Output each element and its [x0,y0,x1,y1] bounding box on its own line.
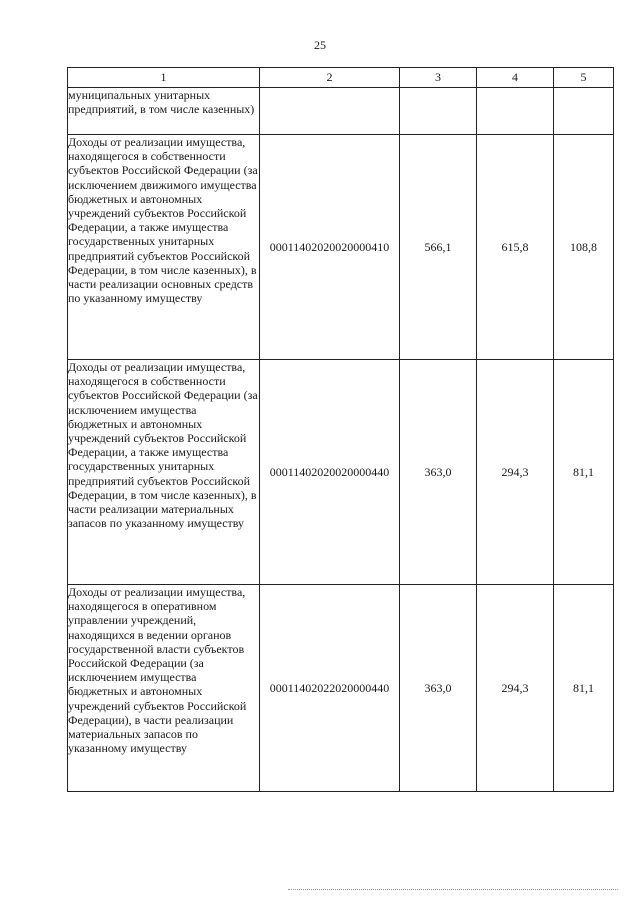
value-cell-col5: 81,1 [554,585,614,792]
value-cell-col5: 108,8 [554,135,614,360]
table-row [68,360,614,585]
value-cell-col5: 81,1 [554,360,614,585]
scan-divider [288,889,618,890]
budget-code-cell [260,88,400,135]
table-row [68,135,614,360]
column-header: 3 [400,68,477,88]
revenue-table [67,67,614,792]
revenue-name-cell: Доходы от реализации имущества, находящегося в оперативном управлении учреждений, находящихся в ведении органов государственной власти субъектов Российской Федерации (за исключением имущества бюджетных и автономных учреждений субъектов Российской Федерации), в части реализации материальных запасов по указанному имуществу [68,585,260,792]
column-header: 5 [554,68,614,88]
value-cell-col3 [400,88,477,135]
revenue-name-cell: Доходы от реализации имущества, находящегося в собственности субъектов Российской Федерации (за исключением движимого имущества бюджетных и автономных учреждений субъектов Российской Федерации, а также имущества государственных унитарных предприятий субъектов Российской Федерации, в том числе казенных), в части реализации основных средств по указанному имуществу [68,135,260,360]
value-cell-col3: 566,1 [400,135,477,360]
revenue-name-cell: муниципальных унитарных предприятий, в том числе казенных) [68,88,260,135]
budget-code-cell: 00011402020020000410 [260,135,400,360]
column-header: 4 [477,68,554,88]
value-cell-col4: 294,3 [477,360,554,585]
page-number: 25 [314,38,326,52]
value-cell-col4 [477,88,554,135]
value-cell-col5 [554,88,614,135]
table-row [68,585,614,792]
value-cell-col4: 615,8 [477,135,554,360]
budget-code-cell: 00011402020020000440 [260,360,400,585]
budget-code-cell: 00011402022020000440 [260,585,400,792]
revenue-name-cell: Доходы от реализации имущества, находящегося в собственности субъектов Российской Федерации (за исключением имущества бюджетных и автономных учреждений субъектов Российской Федерации, а также имущества государственных унитарных предприятий субъектов Российской Федерации, в том числе казенных), в части реализации материальных запасов по указанному имуществу [68,360,260,585]
column-header: 2 [260,68,400,88]
table-row [68,88,614,135]
column-header: 1 [68,68,260,88]
table-header-row [68,68,614,88]
value-cell-col4: 294,3 [477,585,554,792]
value-cell-col3: 363,0 [400,360,477,585]
value-cell-col3: 363,0 [400,585,477,792]
